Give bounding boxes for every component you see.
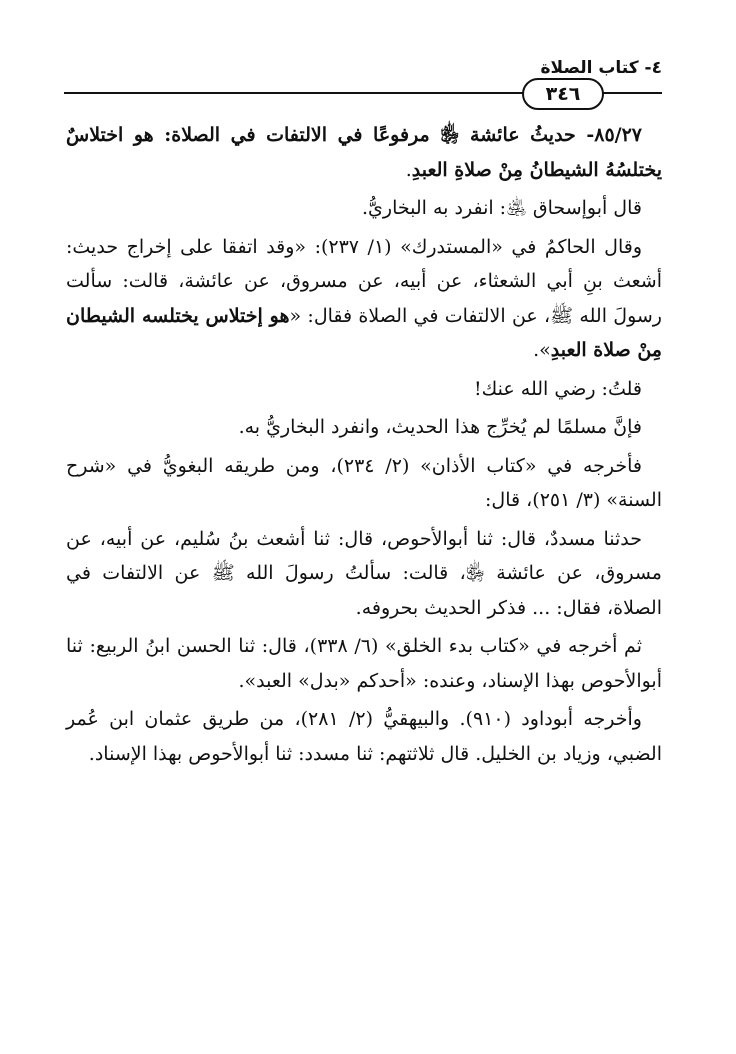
paragraph-2-end: ». bbox=[533, 339, 551, 361]
paragraph-7: ثم أخرجه في «كتاب بدء الخلق» (٦/ ٣٣٨)، قال: ثنا الحسن ابنُ الربيع: ثنا أبوالأحوص بهذا الإسناد، وعنده: «أحدكم «بدل» العبد». bbox=[66, 635, 662, 692]
entry-number: ٨٥/٢٧ bbox=[594, 124, 642, 146]
page-body bbox=[66, 118, 662, 775]
entry-matn: هو اختلاسٌ يختلسُهُ الشيطانُ مِنْ صلاةِ العبدِ bbox=[66, 124, 662, 181]
entry-lead: - حديثُ عائشة ﵂ مرفوعًا في الالتفات في الصلاة: bbox=[153, 124, 595, 146]
paragraph-3: قلتُ: رضي الله عنك! bbox=[474, 377, 642, 400]
paragraph-2-quote: هو إختلاس يختلسه الشيطان مِنْ صلاة العبدِ bbox=[66, 304, 662, 361]
page-number: ٣٤٦ bbox=[545, 82, 581, 105]
hadith-entry bbox=[66, 118, 662, 187]
paragraph-4: فإنَّ مسلمًا لم يُخرِّج هذا الحديث، وانفرد البخاريُّ به. bbox=[238, 416, 642, 438]
entry-end: . bbox=[405, 158, 412, 181]
paragraph-6: حدثنا مسددٌ، قال: ثنا أبوالأحوص، قال: ثنا أشعث بنُ سُليم، عن أبيه، عن مسروق، عن عائشة ﵂، قالت: سألتُ رسولَ الله ﷺ عن الالتفات في الصلاة، فقال: ... فذكر الحديث بحروفه. bbox=[66, 527, 662, 619]
chapter-title: ٤- كتاب الصلاة bbox=[540, 58, 662, 78]
page-number-frame bbox=[522, 78, 604, 110]
paragraph-2-text: وقال الحاكمُ في «المستدرك» (١/ ٢٣٧): «وقد اتفقا على إخراج حديث: أشعث بنِ أبي الشعثاء، عن أبيه، عن مسروق، عن عائشة، قالت: سألت رسولَ الله ﷺ، عن الالتفات في الصلاة فقال: « bbox=[66, 235, 662, 327]
paragraph-5: فأخرجه في «كتاب الأذان» (٢/ ٢٣٤)، ومن طريقه البغويُّ في «شرح السنة» (٣/ ٢٥١)، قال: bbox=[66, 454, 662, 511]
paragraph-2 bbox=[66, 230, 662, 368]
paragraph-1: قال أبوإسحاق ﵁: انفرد به البخاريُّ. bbox=[362, 197, 642, 219]
paragraph-8: وأخرجه أبوداود (٩١٠). والبيهقيُّ (٢/ ٢٨١)، من طريق عثمان ابن عُمر الضبي، وزياد بن الخليل. قال ثلاثتهم: ثنا مسدد: ثنا أبوالأحوص بهذا الإسناد. bbox=[66, 708, 662, 765]
